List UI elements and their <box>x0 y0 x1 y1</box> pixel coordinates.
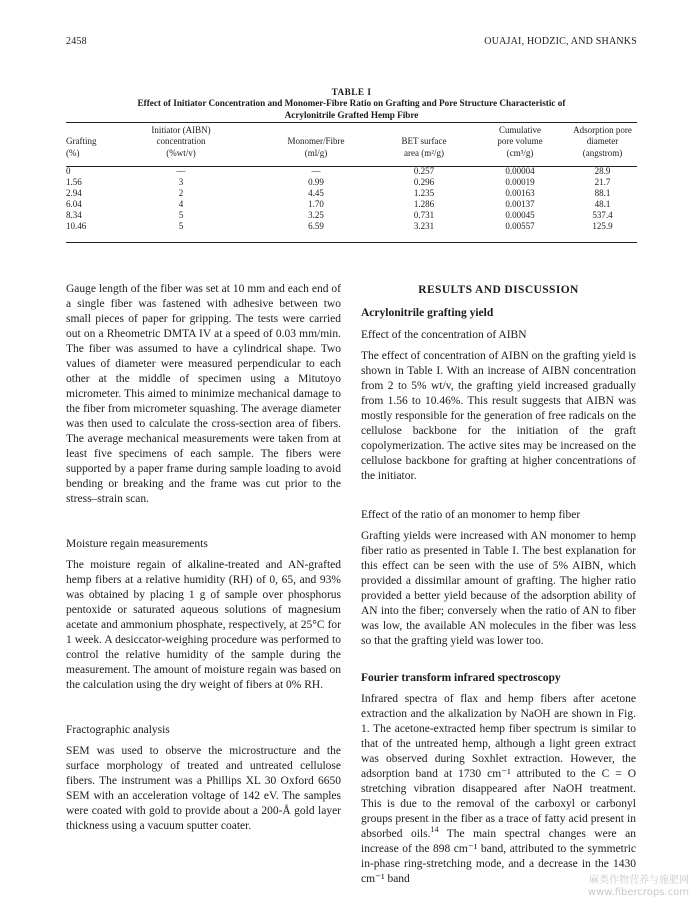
header-line: pore volume <box>497 136 543 147</box>
ratio-effect-heading: Effect of the ratio of an monomer to hemp fiber <box>361 509 581 521</box>
table-cell: 21.7 <box>594 177 611 188</box>
table-cell: 2.94 <box>66 188 82 199</box>
table-row <box>66 199 637 210</box>
table-cell: 1.56 <box>66 177 82 188</box>
header-line: Initiator (AIBN) <box>151 125 211 135</box>
table-cell: 125.9 <box>592 220 613 231</box>
fractographic-heading: Fractographic analysis <box>66 724 170 736</box>
header-line: Monomer/Fibre <box>287 136 345 147</box>
ratio-effect-paragraph: Grafting yields were increased with AN monomer to hemp fiber ratio as presented in Table I. The best explanation for this effect can be seen with the use of 5% AIBN, which provided a dissimilar amount of grafting. The higher ratio provided a better yield because of the adsorption ability of AN into the fiber; conversely when the ratio of AN to fiber was low, the available AN molecules in the fiber was less so that the grafting yield was lower too. <box>361 530 636 647</box>
header-line: Adsorption pore <box>573 125 632 135</box>
table-cell: 2 <box>178 188 184 199</box>
table-cell: 10.46 <box>66 220 87 231</box>
header-line: BET surface <box>401 136 447 147</box>
header-line: (%) <box>66 147 80 158</box>
header-line: area (m²/g) <box>404 147 444 158</box>
table-cell: 3.25 <box>308 209 324 220</box>
table-cell: — <box>176 166 186 177</box>
table-cell: 0.296 <box>413 177 435 188</box>
table-cell: 0.99 <box>308 177 324 188</box>
table-cell: 1.235 <box>413 188 435 199</box>
table-cell: 0.00163 <box>505 188 535 199</box>
table-cell: 4.45 <box>308 188 324 199</box>
page-number: 2458 <box>66 36 87 47</box>
column-header-bet-area <box>376 125 472 162</box>
running-header <box>66 36 637 50</box>
table-cell: 0 <box>66 166 71 177</box>
table-bottom-rule <box>66 242 637 243</box>
ftir-text-part: Infrared spectra of flax and hemp fibers after acetone extraction and the alkalization by NaOH are shown in Fig. 1. The acetone-extracted hemp fiber spectrum is similar to that of the untreated hemp, although a light green extract was observed during Soxhlet extraction. However, the adsorption band at 1730 cm⁻¹ attributed to the C = O stretching vibration disappeared after NaOH treatment. This is due to the removal of the carboxyl or carbonyl groups present in the fiber as a trace of fatty acid present in absorbed oils. <box>361 693 636 840</box>
header-line: (%wt/v) <box>166 147 196 158</box>
table-row <box>66 210 637 221</box>
table-cell: 5 <box>178 220 184 231</box>
table-cell: 0.731 <box>413 209 435 220</box>
column-header-pore-volume <box>472 125 568 162</box>
site-watermark <box>588 875 689 899</box>
table-cell: 3.231 <box>413 220 435 231</box>
data-table <box>66 125 637 232</box>
column-header-initiator <box>106 125 256 162</box>
methods-paragraph: Gauge length of the fiber was set at 10 mm and each end of a single fiber was fastened with adhesive between two small pieces of paper for gripping. The tests were carried out on a Rheometric DMTA IV at a speed of 0.03 mm/min. The fiber was assumed to have a cylindrical shape. Two values of diameter were measured perpendicular to each other at the middle of specimen using a Mitutoyo micrometer. This aimed to minimize mechanical damage to the fiber from micrometer squashing. The average diameter was then used to calculate the cross-section area of fibers. The average mechanical measurements were taken from at least five specimens of each sample. The fibers were supported by a paper frame during sample loading to avoid bending or breaking and the frame was cut prior to the stress–strain scan. <box>66 283 341 505</box>
table-cell: 0.00137 <box>505 198 535 209</box>
table-caption <box>66 98 637 121</box>
header-line: Grafting <box>66 136 97 147</box>
aibn-effect-paragraph: The effect of concentration of AIBN on the grafting yield is shown in Table I. With an increase of AIBN concentration from 2 to 5% wt/v, the grafting yield increased gradually from 1.56 to 10.46%. This result suggests that AIBN was mostly responsible for the generation of free radicals on the cellulose backbone for the initiation of the graft copolymerization. The active sites may be increased on the cellulose backbone for grafting at higher concentrations of the initiator. <box>361 350 636 482</box>
column-header-monomer-fibre <box>256 125 376 162</box>
watermark-line: 麻类作物营养与施肥网 <box>589 875 689 886</box>
table-cell: 0.257 <box>413 166 435 177</box>
moisture-heading: Moisture regain measurements <box>66 538 208 550</box>
table-cell: — <box>311 166 321 177</box>
table-row <box>66 177 637 188</box>
aibn-effect-heading: Effect of the concentration of AIBN <box>361 329 527 341</box>
table-cell: 28.9 <box>594 166 611 177</box>
table-row <box>66 188 637 199</box>
running-authors: OUAJAI, HODZIC, AND SHANKS <box>484 36 637 47</box>
fractographic-paragraph: SEM was used to observe the microstructure and the surface morphology of treated and untreated cellulose fibers. The instrument was a Phillips XL 30 Oxford 6650 SEM with an acceleration voltage of 142 eV. The samples were coated with gold to provide about a 200-Å gold layer thickness using a vacuum sputter coater. <box>66 745 341 832</box>
header-line: Cumulative <box>499 125 541 135</box>
table-cell: 0.00045 <box>505 209 535 220</box>
column-header-pore-diameter <box>568 125 637 162</box>
left-text-column <box>66 282 341 834</box>
table-cell: 6.04 <box>66 198 82 209</box>
header-line: (cm³/g) <box>506 147 534 158</box>
table-cell: 4 <box>178 198 184 209</box>
table-cell: 1.70 <box>308 198 324 209</box>
moisture-paragraph: The moisture regain of alkaline-treated and AN-grafted hemp fibers at a relative humidity (RH) of 0, 65, and 93% was obtained by placing 1 g of sample over phosphorus pentoxide or saturated aqueous solutions of magnesium acetate and ammonium phosphate, respectively, at 25°C for 1 week. A desiccator-weighing procedure was performed to control the relative humidity of the sample during the measurement. The amount of moisture regain was based on the calculation using the dry weight of fibers at 0% RH. <box>66 559 341 691</box>
table-cell: 8.34 <box>66 209 82 220</box>
right-text-column <box>361 282 636 887</box>
grafting-yield-heading: Acrylonitrile grafting yield <box>361 307 494 319</box>
table-top-rule <box>66 122 637 123</box>
table-cell: 0.00019 <box>505 177 535 188</box>
table-caption-line: Effect of Initiator Concentration and Monomer-Fibre Ratio on Grafting and Pore Structure Characteristic of <box>137 98 566 108</box>
header-line: (ml/g) <box>304 147 328 158</box>
table-title: TABLE I <box>331 87 372 97</box>
header-line: (angstrom) <box>582 147 623 158</box>
reference-superscript: 14 <box>430 825 439 835</box>
table-cell: 48.1 <box>594 198 611 209</box>
ftir-heading: Fourier transform infrared spectroscopy <box>361 672 561 684</box>
table-cell: 0.00004 <box>505 166 535 177</box>
ftir-text-part: The main spectral changes were an increase of the 898 cm⁻¹ band, attributed to the symmetric in-phase ring-stretching mode, and a decrease in the 1430 cm⁻¹ band <box>361 828 636 885</box>
table-cell: 3 <box>178 177 184 188</box>
watermark-line: www.fibercrops.com <box>587 887 689 898</box>
table-cell: 6.59 <box>308 220 324 231</box>
table-row <box>66 221 637 232</box>
table-cell: 0.00557 <box>505 220 535 231</box>
results-section-heading: RESULTS AND DISCUSSION <box>418 284 579 296</box>
table-cell: 537.4 <box>592 209 613 220</box>
table-row <box>66 162 637 177</box>
header-line: concentration <box>156 136 206 147</box>
table-cell: 1.286 <box>413 198 435 209</box>
table-caption-line: Acrylonitrile Grafted Hemp Fibre <box>284 109 419 120</box>
header-line: diameter <box>586 136 619 147</box>
column-header-grafting <box>66 125 106 162</box>
ftir-paragraph <box>361 692 636 887</box>
table-cell: 5 <box>178 209 184 220</box>
table-header-row <box>66 125 637 162</box>
table-cell: 88.1 <box>594 188 611 199</box>
